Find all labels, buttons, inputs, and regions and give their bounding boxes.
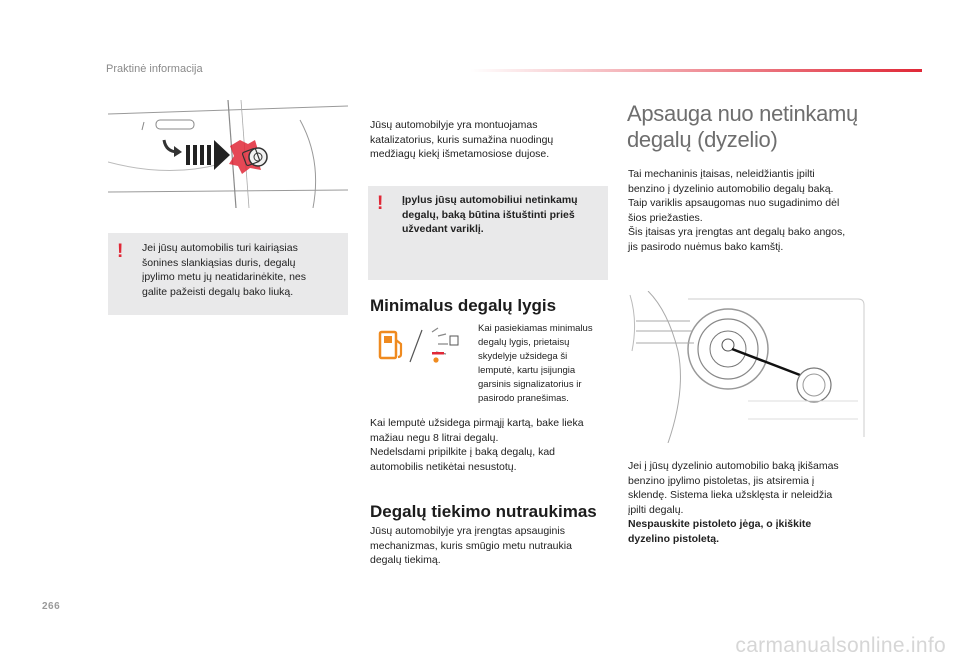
fuel-door-illustration (108, 100, 348, 208)
warning-text: Įpylus jūsų automobiliui netinkamų degalų, baką būtina ištuštinti prieš užvedant variklį. (402, 194, 578, 235)
misfuel-bold-advice: Nespauskite pistoleto jėga, o įkiškite dyzelino pistoletą. (628, 518, 812, 545)
fuel-inlet-illustration (628, 291, 866, 443)
catalytic-converter-text: Jūsų automobilyje yra montuojamas katalizatorius, kuris sumažina nuodingų medžiagų kiekį išmetamosiose dujose. (370, 119, 554, 160)
misfuel-blocked-text: Jei į jūsų dyzelinio automobilio baką įkišamas benzino įpylimo pistoletas, jis atsiremia į sklendę. Sistema lieka užsklęsta ir neleidžia įpilti degalų. (628, 460, 839, 516)
min-fuel-level-heading: Minimalus degalų lygis (370, 296, 557, 315)
sliding-door-warning (108, 233, 348, 315)
warning-text: Jei jūsų automobilis turi kairiąsias šonines slankiąsias duris, degalų įpylimo metu jų neatidarinėkite, nes galite pažeisti degalų bako liuką. (142, 242, 307, 298)
page-number: 266 (42, 601, 61, 612)
warning-icon: ! (117, 241, 124, 262)
fuel-warning-lamp-icons (376, 324, 466, 366)
min-level-lamp-text: Kai pasiekiamas minimalus degalų lygis, prietaisų skydelyje užsidega ši lemputė, kartu įsijungia garsinis signalizatorius ir pasirodo pranešimas. (478, 323, 593, 404)
warning-icon: ! (377, 193, 384, 214)
misfuel-device-text: Tai mechaninis įtaisas, neleidžiantis įpilti benzino į dyzelinio automobilio degalų baką. Taip variklis apsaugomas nuo sugadinimo dėl šios priežasties. Šis įtaisas yra įrengtas ant degalų bako angos, jis pasirodo nuėmus bako kamštį. (628, 168, 846, 253)
wrong-fuel-warning (368, 186, 608, 280)
min-level-text: Kai lemputė užsidega pirmąjį kartą, bake lieka mažiau negu 8 litrai degalų. Nedelsdami pripilkite į baką degalų, kad automobilis netikėtai nesustotų. (370, 417, 584, 473)
section-title: Praktinė informacija (106, 63, 203, 75)
fuel-pump-icon (380, 332, 401, 358)
fuel-cutoff-text: Jūsų automobilyje yra įrengtas apsauginis mechanizmas, kuris smūgio metu nutraukia degalų tiekimą. (370, 525, 572, 566)
header-accent-line (470, 69, 922, 72)
fuel-cutoff-heading: Degalų tiekimo nutraukimas (370, 502, 597, 521)
fuel-gauge-icon (432, 328, 458, 363)
misfuel-prevention-heading: Apsauga nuo netinkamų degalų (dyzelio) (627, 101, 858, 152)
watermark: carmanualsonline.info (735, 634, 946, 657)
